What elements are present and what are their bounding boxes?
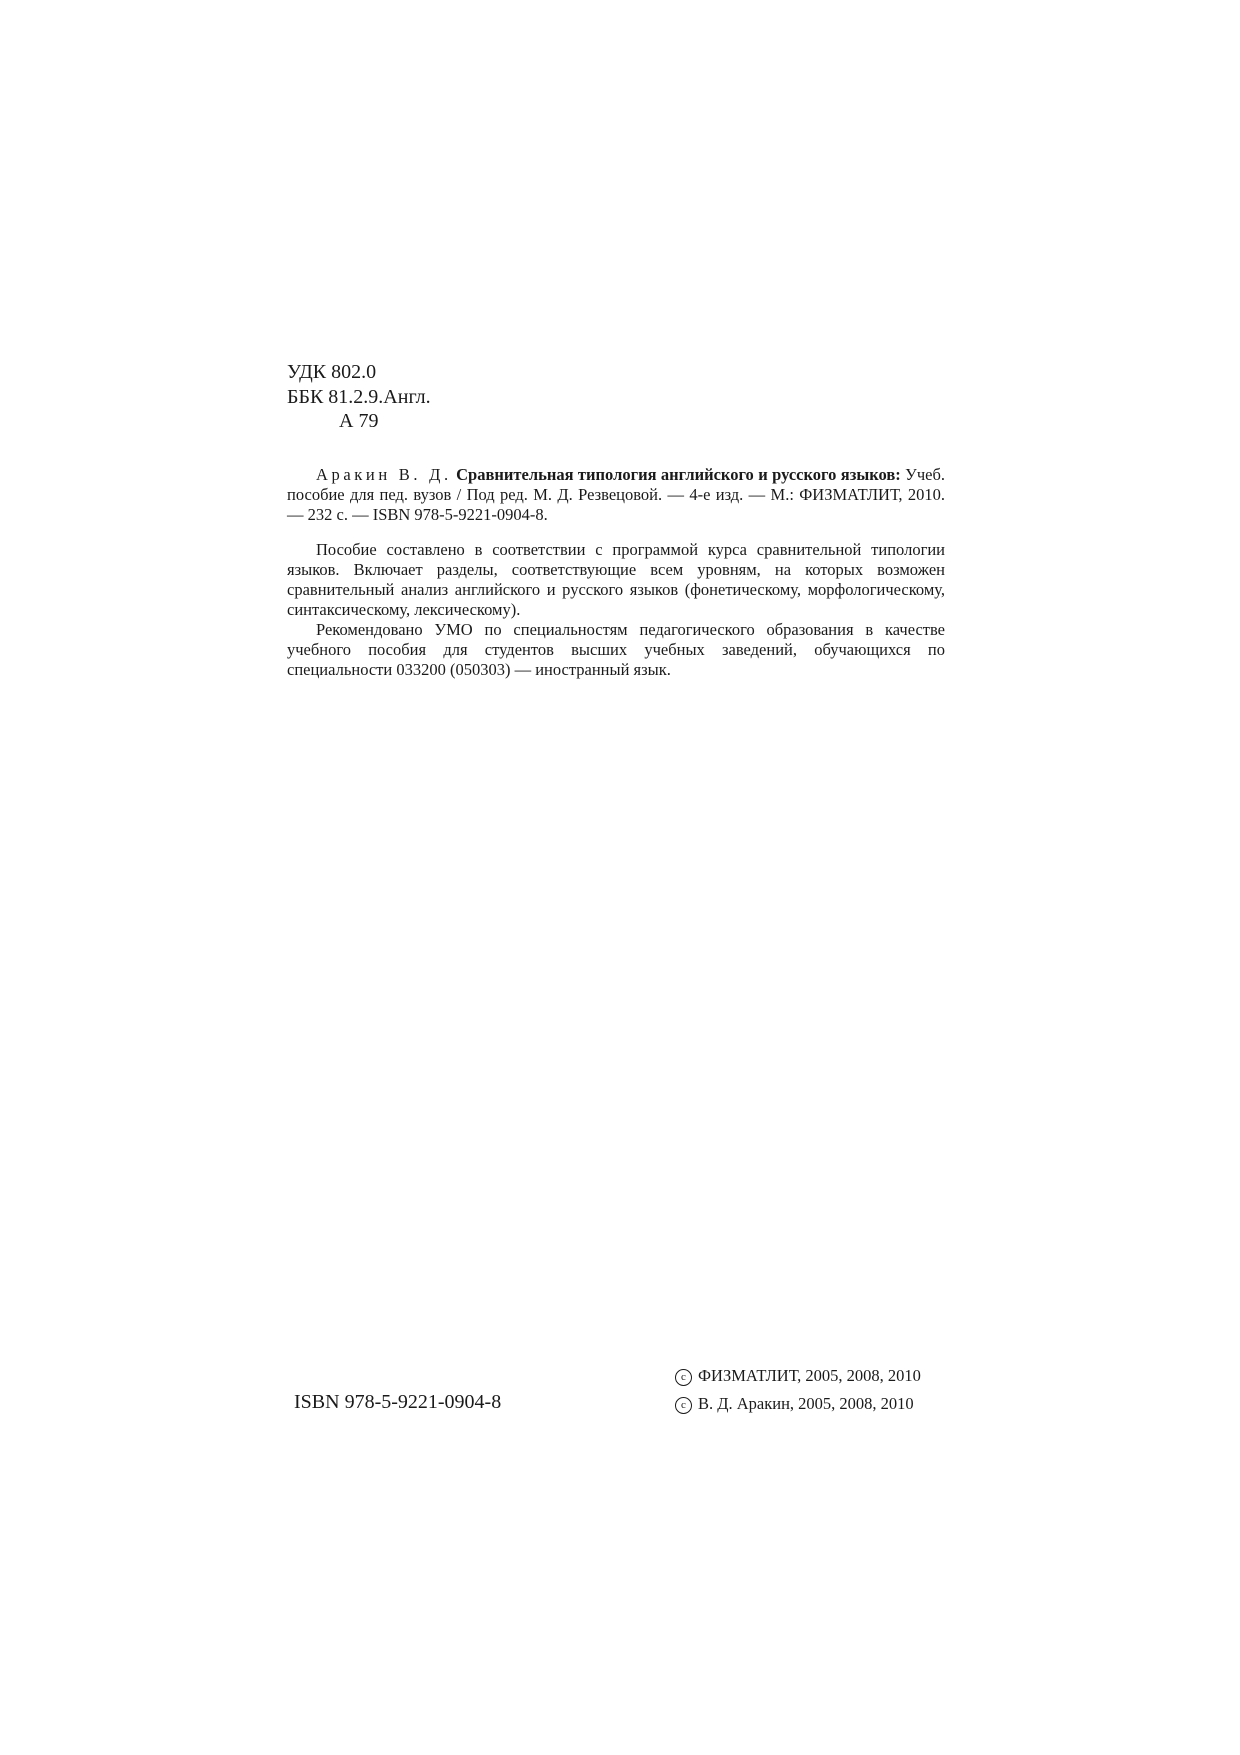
abstract-paragraph-2: Рекомендовано УМО по специальностям педагогического образования в качестве учебного пособия для студентов высших учебных заведений, обучающихся по специальности 033200 (050303) — иностранный язык. — [287, 620, 945, 679]
bib-title: Сравнительная типология английского и русского языков: — [456, 465, 901, 484]
bbk-code: ББК 81.2.9.Англ. — [287, 385, 431, 408]
abstract-paragraph-1: Пособие составлено в соответствии с программой курса сравнительной типологии языков. Включает разделы, соответствующие всем уровням, на которых возможен сравнительный анализ английского и русского языков (фонетическому, морфологическому, синтаксическому, лексическому). — [287, 540, 945, 619]
bibliographic-paragraph — [287, 465, 945, 525]
abstract-block — [287, 540, 945, 680]
copyright-author — [675, 1390, 921, 1418]
author-mark: А 79 — [339, 410, 379, 432]
bib-details: Учеб. пособие для пед. вузов / Под ред. М. Д. Резвецовой. — 4-е изд. — М.: ФИЗМАТЛИТ, 2010. — 232 с. — ISBN 978-5-9221-0904-8. — [287, 465, 945, 524]
copyright-icon: c — [675, 1397, 692, 1414]
bib-author: Аракин В. Д. — [316, 465, 452, 484]
udk-code: УДК 802.0 — [287, 361, 377, 383]
copyright-icon: c — [675, 1369, 692, 1386]
bibliographic-record — [287, 465, 945, 525]
copyright-publisher — [675, 1362, 921, 1390]
copyright-publisher-text: ФИЗМАТЛИТ, 2005, 2008, 2010 — [698, 1366, 921, 1385]
isbn-number: ISBN 978-5-9221-0904-8 — [294, 1391, 502, 1413]
copyright-author-text: В. Д. Аракин, 2005, 2008, 2010 — [698, 1394, 914, 1413]
classification-block — [287, 360, 431, 434]
copyright-block — [675, 1362, 921, 1418]
